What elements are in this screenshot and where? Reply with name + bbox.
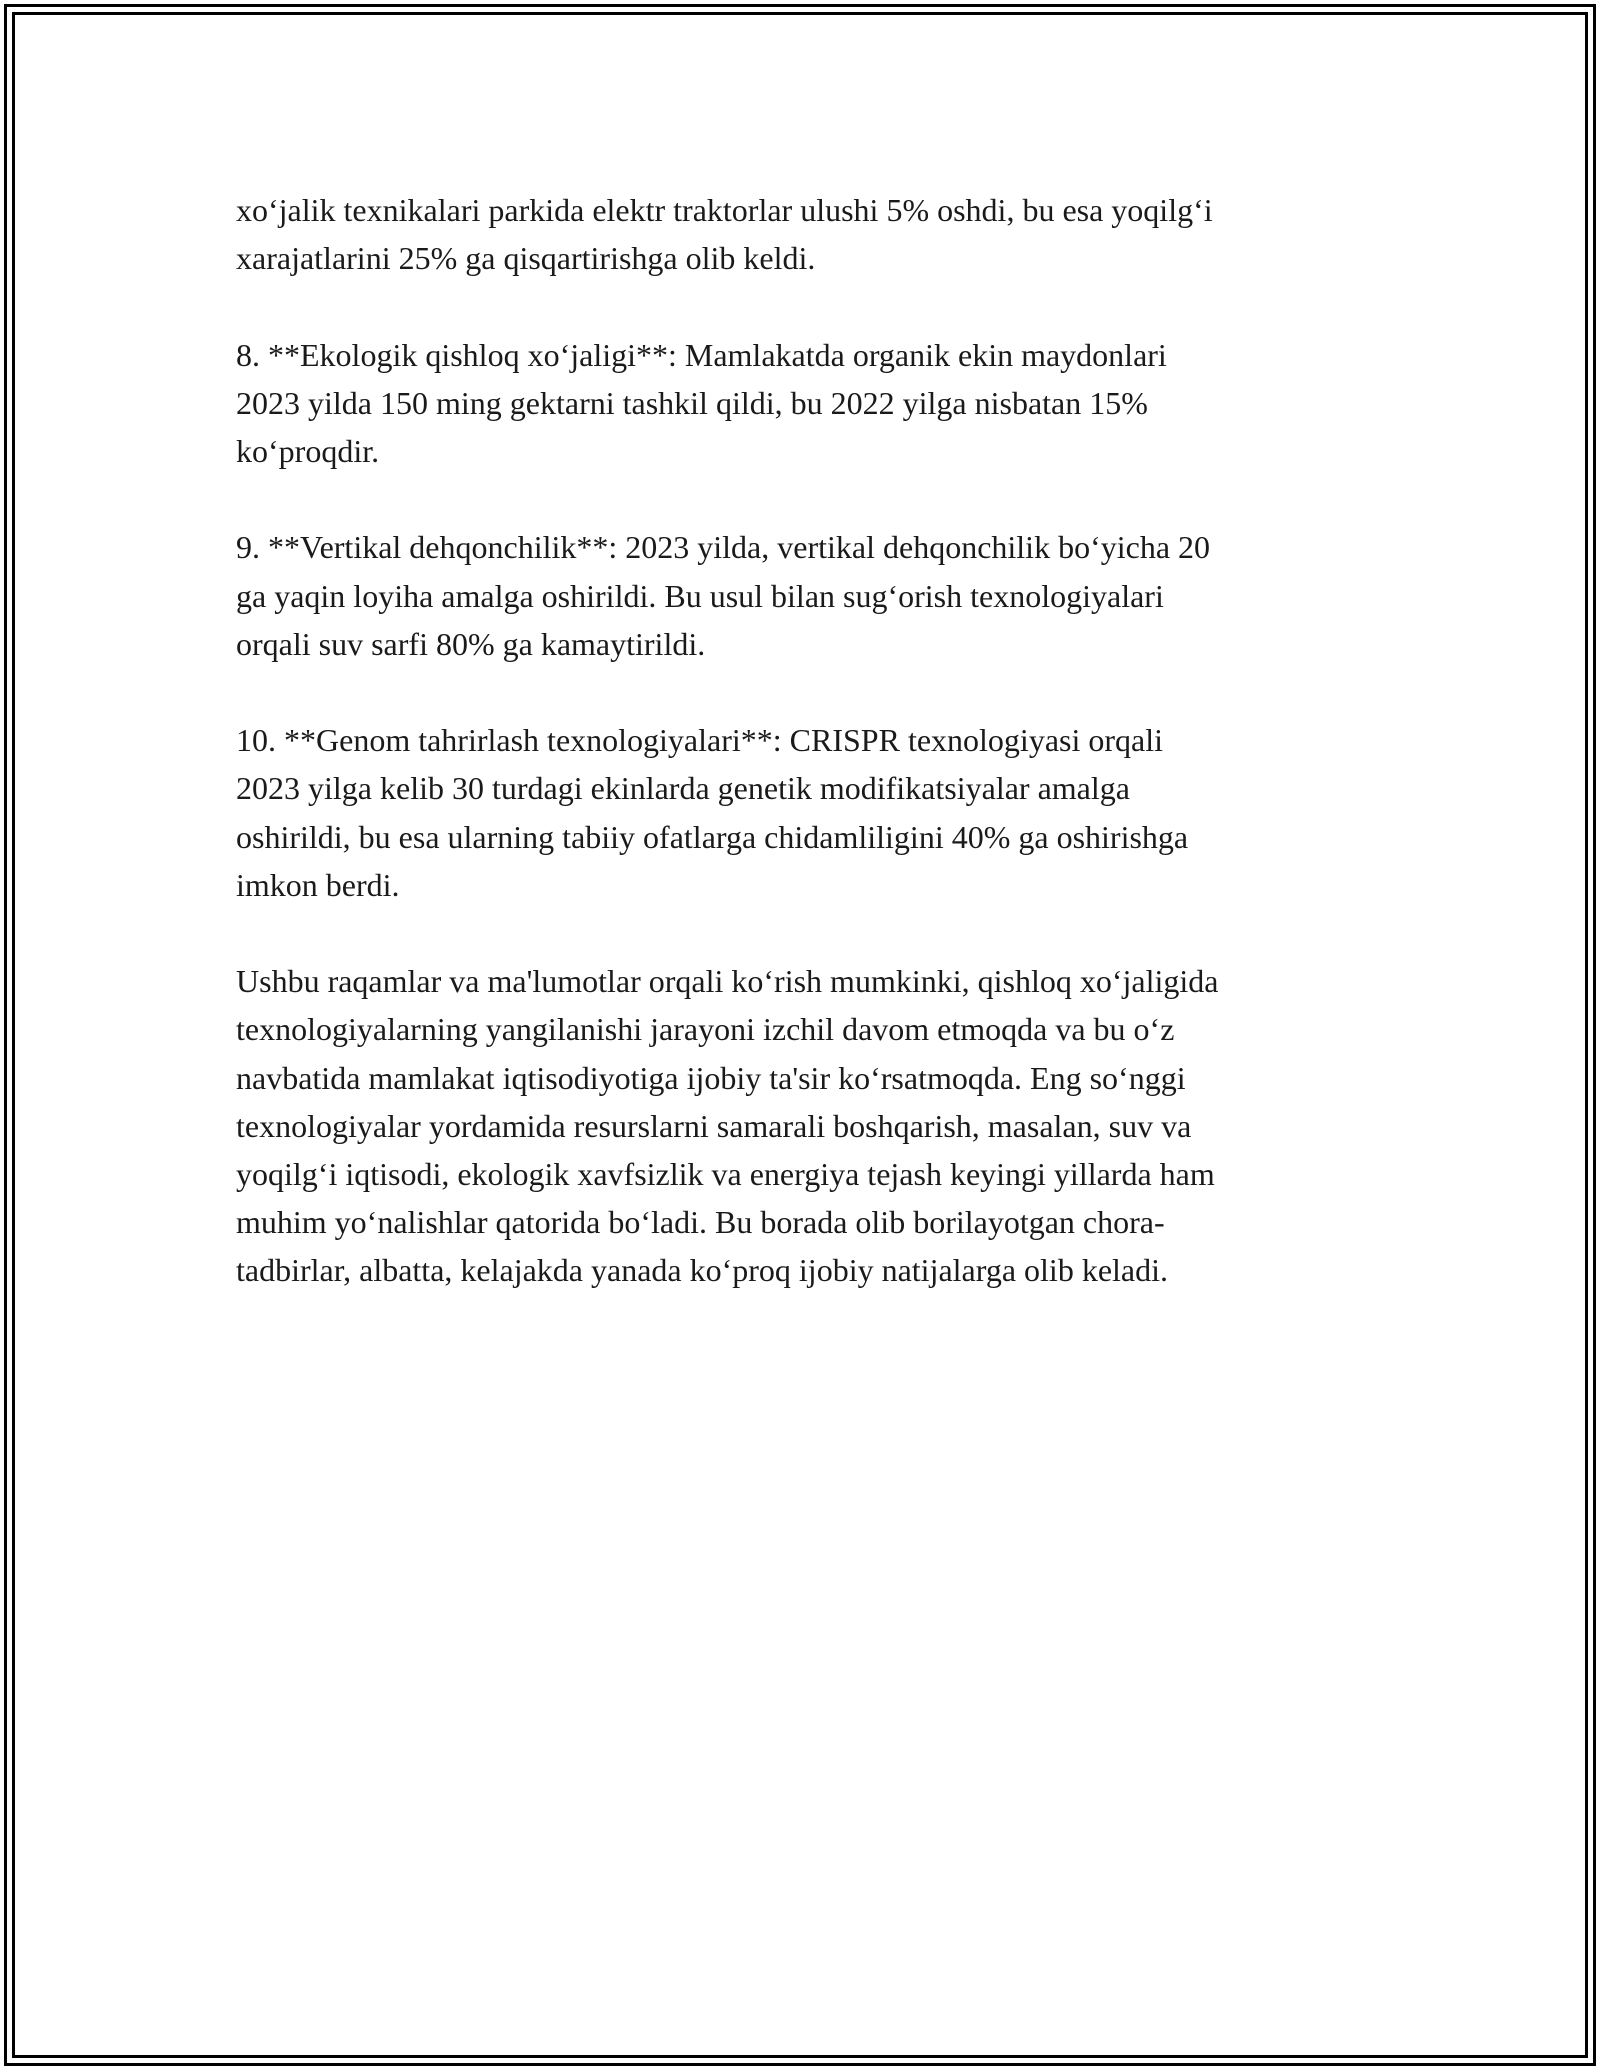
paragraph-item-8: 8. **Ekologik qishloq xo‘jaligi**: Mamlakatda organik ekin maydonlari 2023 yilda 150 ming gektarni tashkil qildi, bu 2022 yilga nisbatan 15% ko‘proqdir. xyxy=(236,336,1167,469)
paragraph-item-9: 9. **Vertikal dehqonchilik**: 2023 yilda, vertikal dehqonchilik bo‘yicha 20 ga yaqin loyiha amalga oshirildi. Bu usul bilan sug‘orish texnologiyalari orqali suv sarfi 80% ga kamaytirildi. xyxy=(236,529,1211,662)
paragraph-item-10: 10. **Genom tahrirlash texnologiyalari**: CRISPR texnologiyasi orqali 2023 yilga kelib 30 turdagi ekinlarda genetik modifikatsiyalar amalga oshirildi, bu esa ularning tabiiy ofatlarga chidamliligini 40% ga oshirishga imkon berdi. xyxy=(236,722,1189,903)
paragraph-conclusion: Ushbu raqamlar va ma'lumotlar orqali ko‘rish mumkinki, qishloq xo‘jaligida texnologiyalarning yangilanishi jarayoni izchil davom etmoqda va bu o‘z navbatida mamlakat iqtisodiyotiga ijobiy ta'sir ko‘rsatmoqda. Eng so‘nggi texnologiyalar yordamida resurslarni samarali boshqarish, masalan, suv va yoqilg‘i iqtisodi, ekologik xavfsizlik va energiya tejash keyingi yillarda ham muhim yo‘nalishlar qatorida bo‘ladi. Bu borada olib borilayotgan chora- tadbirlar, albatta, kelajakda yanada ko‘proq ijobiy natijalarga olib keladi. xyxy=(236,963,1219,1289)
document-body xyxy=(236,186,1376,1343)
paragraph-continuation: xo‘jalik texnikalari parkida elektr traktorlar ulushi 5% oshdi, bu esa yoqilg‘i xarajatlarini 25% ga qisqartirishga olib keldi. xyxy=(236,192,1213,277)
